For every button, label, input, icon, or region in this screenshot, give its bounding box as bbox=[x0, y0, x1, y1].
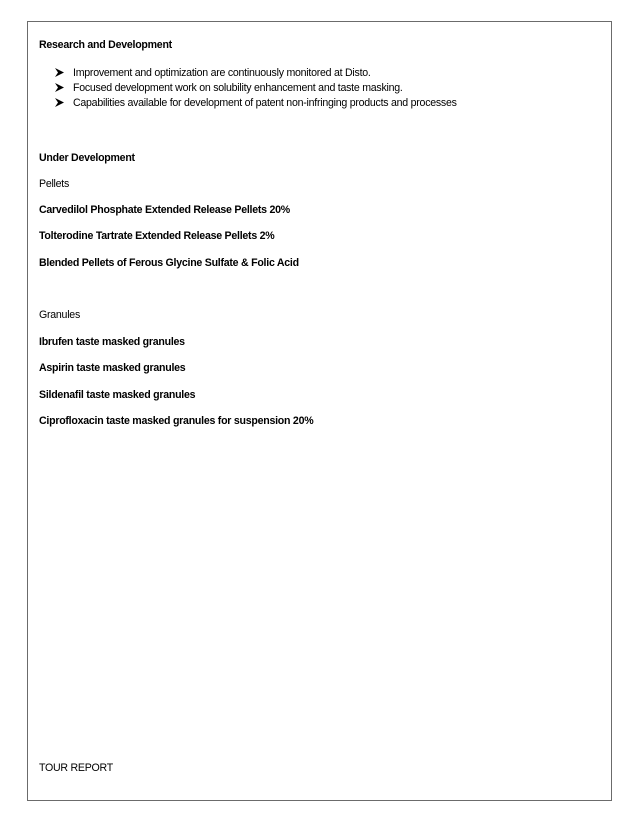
pellet-item-3: Blended Pellets of Ferous Glycine Sulfate & Folic Acid bbox=[39, 257, 299, 269]
page-border bbox=[27, 21, 612, 801]
granule-item-4: Ciprofloxacin taste masked granules for suspension 20% bbox=[39, 415, 314, 427]
research-bullet-3 bbox=[55, 96, 457, 110]
granules-label: Granules bbox=[39, 309, 80, 321]
research-bullet-text: Improvement and optimization are continuously monitored at Disto. bbox=[73, 67, 371, 79]
granule-item-1: Ibrufen taste masked granules bbox=[39, 336, 185, 348]
arrow-bullet-icon bbox=[55, 98, 64, 107]
under-development-heading: Under Development bbox=[39, 152, 135, 164]
research-bullet-text: Capabilities available for development of patent non-infringing products and processes bbox=[73, 97, 457, 109]
research-bullet-2 bbox=[55, 81, 403, 95]
pellet-item-1: Carvedilol Phosphate Extended Release Pellets 20% bbox=[39, 204, 290, 216]
pellets-label: Pellets bbox=[39, 178, 70, 190]
arrow-bullet-icon bbox=[55, 83, 64, 92]
research-heading: Research and Development bbox=[39, 39, 172, 51]
granule-item-2: Aspirin taste masked granules bbox=[39, 362, 186, 374]
pellet-item-2: Tolterodine Tartrate Extended Release Pellets 2% bbox=[39, 230, 275, 242]
footer-title: TOUR REPORT bbox=[39, 762, 113, 774]
arrow-bullet-icon bbox=[55, 68, 64, 77]
granule-item-3: Sildenafil taste masked granules bbox=[39, 389, 196, 401]
research-bullet-1 bbox=[55, 66, 371, 80]
research-bullet-text: Focused development work on solubility enhancement and taste masking. bbox=[73, 82, 403, 94]
